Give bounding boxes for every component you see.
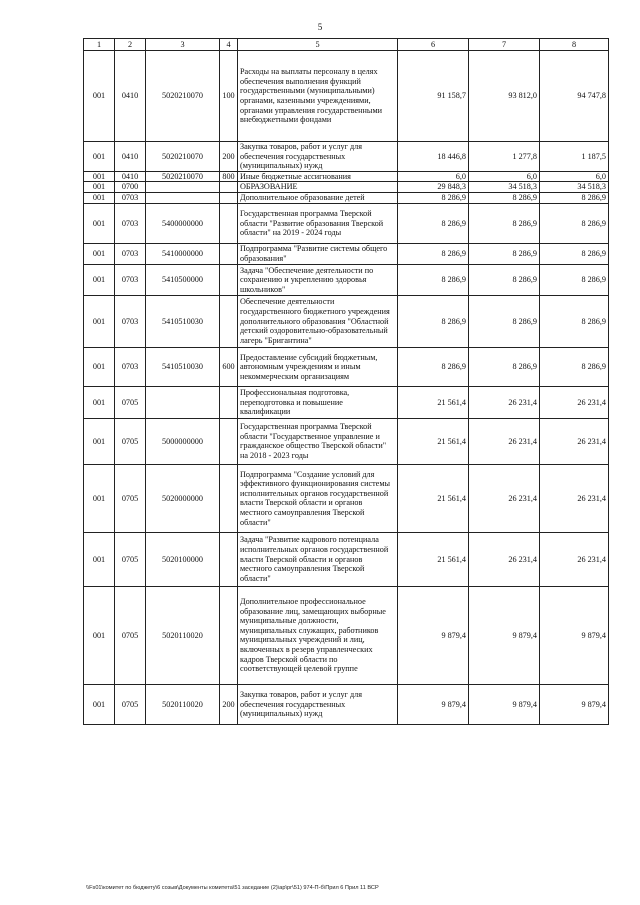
cell-description: Закупка товаров, работ и услуг для обеспечения государственных (муниципальных) нужд xyxy=(238,142,398,172)
cell-expense-type xyxy=(220,464,238,532)
cell-code-admin: 001 xyxy=(84,203,115,243)
cell-target-article: 5410500000 xyxy=(146,264,220,295)
cell-section: 0705 xyxy=(115,386,146,418)
cell-amount-col6: 8 286,9 xyxy=(398,203,469,243)
cell-amount-col8: 34 518,3 xyxy=(540,182,609,193)
cell-code-admin: 001 xyxy=(84,386,115,418)
cell-amount-col7: 8 286,9 xyxy=(469,243,540,264)
cell-expense-type xyxy=(220,586,238,684)
cell-amount-col8: 8 286,9 xyxy=(540,192,609,203)
cell-amount-col6: 8 286,9 xyxy=(398,347,469,386)
budget-table xyxy=(83,38,609,725)
cell-description: Профессиональная подготовка, переподготовка и повышение квалификации xyxy=(238,386,398,418)
cell-amount-col6: 29 848,3 xyxy=(398,182,469,193)
cell-amount-col7: 8 286,9 xyxy=(469,192,540,203)
cell-target-article: 5020000000 xyxy=(146,464,220,532)
cell-amount-col7: 8 286,9 xyxy=(469,203,540,243)
cell-amount-col8: 9 879,4 xyxy=(540,586,609,684)
cell-amount-col8: 6,0 xyxy=(540,171,609,182)
cell-amount-col6: 8 286,9 xyxy=(398,243,469,264)
table-row xyxy=(84,347,609,386)
cell-amount-col6: 8 286,9 xyxy=(398,295,469,347)
cell-target-article xyxy=(146,386,220,418)
cell-target-article: 5020210070 xyxy=(146,142,220,172)
cell-code-admin: 001 xyxy=(84,142,115,172)
table-row xyxy=(84,192,609,203)
cell-amount-col6: 8 286,9 xyxy=(398,264,469,295)
cell-target-article xyxy=(146,192,220,203)
cell-description: Государственная программа Тверской области "Развитие образования Тверской области" на 2019 - 2024 годы xyxy=(238,203,398,243)
cell-section: 0705 xyxy=(115,464,146,532)
cell-amount-col8: 26 231,4 xyxy=(540,386,609,418)
column-header: 2 xyxy=(115,39,146,51)
cell-code-admin: 001 xyxy=(84,684,115,724)
cell-code-admin: 001 xyxy=(84,171,115,182)
cell-target-article: 5020110020 xyxy=(146,586,220,684)
cell-amount-col6: 21 561,4 xyxy=(398,464,469,532)
cell-amount-col7: 9 879,4 xyxy=(469,684,540,724)
column-header: 3 xyxy=(146,39,220,51)
cell-expense-type: 200 xyxy=(220,684,238,724)
cell-amount-col7: 8 286,9 xyxy=(469,347,540,386)
file-path-footer: \\Fs01\комитет по бюджету\6 созыв\Документы комитета\51 заседание (2)\ар\рг\51) 974-П-б\Прил 6 Прил 11 ВСР xyxy=(86,885,379,891)
table-row xyxy=(84,464,609,532)
cell-description: Иные бюджетные ассигнования xyxy=(238,171,398,182)
cell-section: 0703 xyxy=(115,203,146,243)
cell-code-admin: 001 xyxy=(84,295,115,347)
cell-amount-col7: 9 879,4 xyxy=(469,586,540,684)
cell-expense-type: 800 xyxy=(220,171,238,182)
cell-amount-col7: 8 286,9 xyxy=(469,295,540,347)
cell-amount-col7: 1 277,8 xyxy=(469,142,540,172)
table-row xyxy=(84,203,609,243)
cell-amount-col8: 1 187,5 xyxy=(540,142,609,172)
cell-code-admin: 001 xyxy=(84,347,115,386)
cell-section: 0703 xyxy=(115,243,146,264)
cell-amount-col7: 26 231,4 xyxy=(469,418,540,464)
cell-description: Государственная программа Тверской области "Государственное управление и гражданское общество Тверской области" на 2018 - 2023 годы xyxy=(238,418,398,464)
cell-target-article: 5020210070 xyxy=(146,51,220,142)
cell-amount-col6: 18 446,8 xyxy=(398,142,469,172)
cell-target-article: 5020110020 xyxy=(146,684,220,724)
cell-amount-col7: 26 231,4 xyxy=(469,386,540,418)
column-header: 5 xyxy=(238,39,398,51)
cell-code-admin: 001 xyxy=(84,418,115,464)
column-header: 8 xyxy=(540,39,609,51)
cell-description: ОБРАЗОВАНИЕ xyxy=(238,182,398,193)
cell-section: 0705 xyxy=(115,586,146,684)
cell-amount-col8: 26 231,4 xyxy=(540,464,609,532)
cell-amount-col7: 26 231,4 xyxy=(469,532,540,586)
cell-code-admin: 001 xyxy=(84,243,115,264)
cell-expense-type: 600 xyxy=(220,347,238,386)
cell-section: 0703 xyxy=(115,192,146,203)
cell-code-admin: 001 xyxy=(84,264,115,295)
cell-section: 0410 xyxy=(115,142,146,172)
cell-target-article: 5400000000 xyxy=(146,203,220,243)
cell-section: 0410 xyxy=(115,171,146,182)
cell-amount-col8: 8 286,9 xyxy=(540,295,609,347)
cell-amount-col6: 21 561,4 xyxy=(398,532,469,586)
cell-description: Предоставление субсидий бюджетным, автономным учреждениям и иным некоммерческим организациям xyxy=(238,347,398,386)
cell-description: Задача "Развитие кадрового потенциала исполнительных органов государственной власти Тверской области и органов местного самоуправления Тверской области" xyxy=(238,532,398,586)
cell-amount-col8: 9 879,4 xyxy=(540,684,609,724)
table-row xyxy=(84,684,609,724)
cell-amount-col6: 21 561,4 xyxy=(398,386,469,418)
table-row xyxy=(84,182,609,193)
cell-amount-col6: 9 879,4 xyxy=(398,684,469,724)
cell-target-article: 5410000000 xyxy=(146,243,220,264)
table-row xyxy=(84,264,609,295)
header-row xyxy=(84,39,609,51)
cell-expense-type xyxy=(220,192,238,203)
cell-section: 0705 xyxy=(115,532,146,586)
cell-amount-col8: 8 286,9 xyxy=(540,243,609,264)
cell-section: 0705 xyxy=(115,418,146,464)
cell-section: 0705 xyxy=(115,684,146,724)
cell-expense-type xyxy=(220,418,238,464)
column-header: 1 xyxy=(84,39,115,51)
table-row xyxy=(84,142,609,172)
cell-amount-col7: 8 286,9 xyxy=(469,264,540,295)
cell-amount-col7: 34 518,3 xyxy=(469,182,540,193)
column-header: 4 xyxy=(220,39,238,51)
cell-target-article: 5410510030 xyxy=(146,295,220,347)
cell-target-article: 5020210070 xyxy=(146,171,220,182)
cell-expense-type xyxy=(220,243,238,264)
cell-expense-type xyxy=(220,264,238,295)
table-row xyxy=(84,171,609,182)
cell-amount-col8: 8 286,9 xyxy=(540,347,609,386)
cell-expense-type xyxy=(220,386,238,418)
table-row xyxy=(84,418,609,464)
column-header: 6 xyxy=(398,39,469,51)
cell-amount-col8: 26 231,4 xyxy=(540,418,609,464)
cell-section: 0700 xyxy=(115,182,146,193)
cell-target-article: 5020100000 xyxy=(146,532,220,586)
cell-section: 0703 xyxy=(115,347,146,386)
cell-amount-col6: 21 561,4 xyxy=(398,418,469,464)
cell-target-article: 5410510030 xyxy=(146,347,220,386)
cell-description: Дополнительное образование детей xyxy=(238,192,398,203)
cell-description: Задача "Обеспечение деятельности по сохранению и укреплению здоровья школьников" xyxy=(238,264,398,295)
cell-expense-type xyxy=(220,203,238,243)
cell-description: Подпрограмма "Развитие системы общего образования" xyxy=(238,243,398,264)
cell-code-admin: 001 xyxy=(84,532,115,586)
table-row xyxy=(84,295,609,347)
cell-target-article xyxy=(146,182,220,193)
cell-description: Дополнительное профессиональное образование лиц, замещающих выборные муниципальные должности, муниципальных служащих, работников муниципальных учреждений и лиц, включенных в резерв управленческих кадров Тверской области по соответствующей целевой группе xyxy=(238,586,398,684)
page-number: 5 xyxy=(317,22,323,32)
cell-description: Закупка товаров, работ и услуг для обеспечения государственных (муниципальных) нужд xyxy=(238,684,398,724)
cell-expense-type xyxy=(220,295,238,347)
cell-amount-col6: 8 286,9 xyxy=(398,192,469,203)
column-header: 7 xyxy=(469,39,540,51)
cell-amount-col8: 8 286,9 xyxy=(540,203,609,243)
cell-expense-type: 100 xyxy=(220,51,238,142)
cell-amount-col7: 93 812,0 xyxy=(469,51,540,142)
cell-description: Расходы на выплаты персоналу в целях обеспечения выполнения функций государственными (муниципальными) органами, казенными учреждениями, органами управления государственными внебюджетными фондами xyxy=(238,51,398,142)
cell-code-admin: 001 xyxy=(84,192,115,203)
cell-amount-col8: 8 286,9 xyxy=(540,264,609,295)
cell-amount-col6: 9 879,4 xyxy=(398,586,469,684)
cell-amount-col6: 6,0 xyxy=(398,171,469,182)
cell-expense-type: 200 xyxy=(220,142,238,172)
table-row xyxy=(84,586,609,684)
cell-code-admin: 001 xyxy=(84,464,115,532)
table-row xyxy=(84,386,609,418)
cell-amount-col8: 94 747,8 xyxy=(540,51,609,142)
table-row xyxy=(84,243,609,264)
table-row xyxy=(84,532,609,586)
cell-section: 0410 xyxy=(115,51,146,142)
cell-amount-col7: 6,0 xyxy=(469,171,540,182)
cell-amount-col6: 91 158,7 xyxy=(398,51,469,142)
cell-amount-col7: 26 231,4 xyxy=(469,464,540,532)
cell-description: Обеспечение деятельности государственного бюджетного учреждения дополнительного образования "Областной детский оздоровительно-образовательный лагерь "Бригантина" xyxy=(238,295,398,347)
cell-section: 0703 xyxy=(115,264,146,295)
cell-section: 0703 xyxy=(115,295,146,347)
cell-code-admin: 001 xyxy=(84,586,115,684)
table-row xyxy=(84,51,609,142)
cell-description: Подпрограмма "Создание условий для эффективного функционирования системы исполнительных органов государственной власти Тверской области и органов местного самоуправления Тверской области" xyxy=(238,464,398,532)
cell-expense-type xyxy=(220,182,238,193)
cell-expense-type xyxy=(220,532,238,586)
cell-code-admin: 001 xyxy=(84,51,115,142)
cell-code-admin: 001 xyxy=(84,182,115,193)
cell-amount-col8: 26 231,4 xyxy=(540,532,609,586)
cell-target-article: 5000000000 xyxy=(146,418,220,464)
